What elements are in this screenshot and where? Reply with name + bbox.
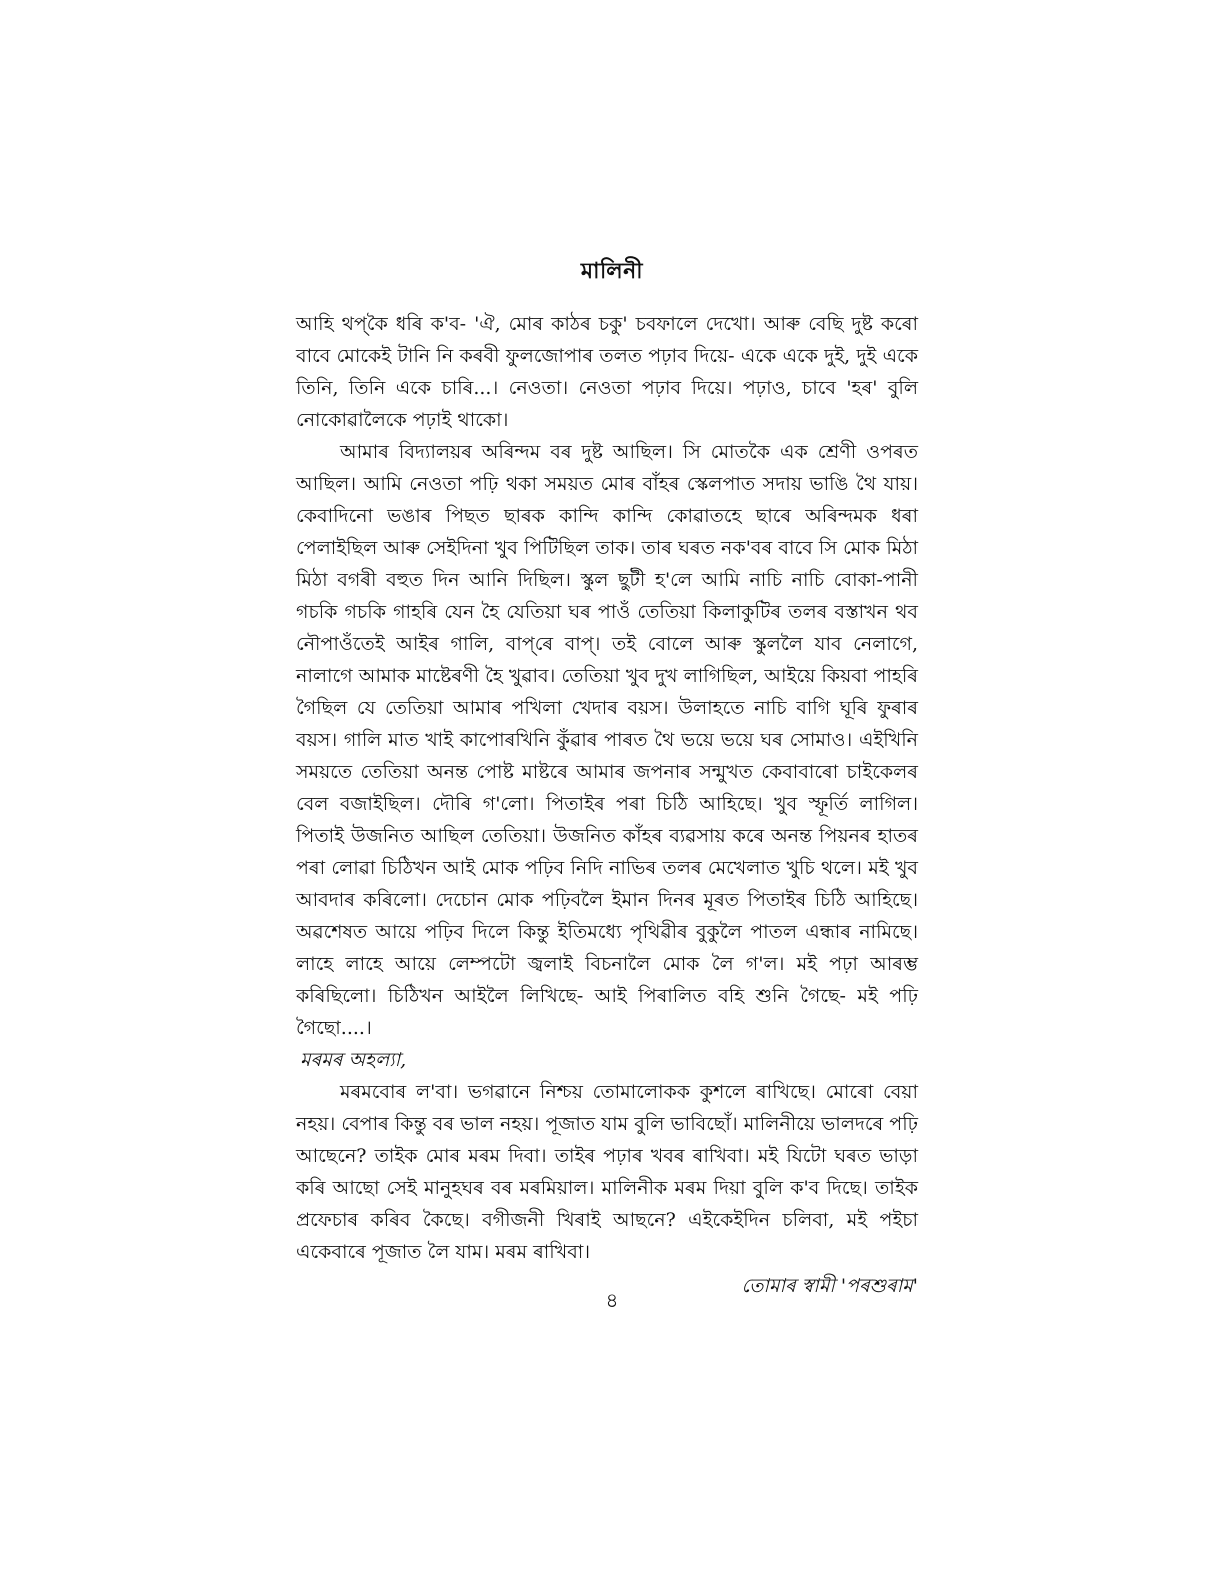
letter-salutation: মৰমৰ অহল্যা, (300, 1049, 407, 1071)
page-number: ৪ (605, 1288, 619, 1312)
paragraph-1: আহি থপ্‌কৈ ধৰি ক'ব- 'ঐ, মোৰ কাঠৰ চকু' চবফালে দেখো। আৰু বেছি দুষ্ট কৰো বাবে মোকেই টানি নি কৰবী ফুলজোপাৰ তলত পঢ়াব দিয়ে- একে একে দুই, দুই একে তিনি, তিনি একে চাৰি...। নেওতা। নেওতা পঢ়াব দিয়ে। পঢ়াও, চাবে 'হৰ' বুলি নোকোৱালৈকে পঢ়াই থাকো। (296, 313, 918, 431)
letter-body: মৰমবোৰ ল'বা। ভগৱানে নিশ্চয় তোমালোকক কুশলে ৰাখিছে। মোৰো বেয়া নহয়। বেপাৰ কিন্তু বৰ ভাল নহয়। পূজাত যাম বুলি ভাবিছোঁ। মালিনীয়ে ভালদৰে পঢ়ি আছেনে? তাইক মোৰ মৰম দিবা। তাইৰ পঢ়াৰ খবৰ ৰাখিবা। মই যিটো ঘৰত ভাড়া কৰি আছো সেই মানুহঘৰ বৰ মৰমিয়াল। মালিনীক মৰম দিয়া বুলি ক'ব দিছে। তাইক প্ৰফেচাৰ কৰিব কৈছে। বগীজনী খিৰাই আছনে? এইকেইদিন চলিবা, মই পইচা একেবাৰে পূজাত লৈ যাম। মৰম ৰাখিবা। (296, 1081, 918, 1263)
page-title: মালিনী (580, 258, 644, 284)
letter-signature: তোমাৰ স্বামী 'পৰশুৰাম' (741, 1275, 918, 1297)
paragraph-2: আমাৰ বিদ্যালয়ৰ অৰিন্দম বৰ দুষ্ট আছিল। সি মোতকৈ এক শ্ৰেণী ওপৰত আছিল। আমি নেওতা পঢ়ি থকা সময়ত মোৰ বাঁহৰ স্কেলপাত সদায় ভাঙি থৈ যায়। কেবাদিনো ভঙাৰ পিছত ছাৰক কান্দি কান্দি কোৱাতহে ছাৰে অৰিন্দমক ধৰা পেলাইছিল আৰু সেইদিনা খুব পিটিছিল তাক। তাৰ ঘৰত নক'বৰ বাবে সি মোক মিঠা মিঠা বগৰী বহুত দিন আনি দিছিল। স্কুল ছুটী হ'লে আমি নাচি নাচি বোকা-পানী গচকি গচকি গাহৰি যেন হৈ যেতিয়া ঘৰ পাওঁ তেতিয়া কিলাকুটিৰ তলৰ বস্তাখন থব নৌপাওঁতেই আইৰ গালি, বাপ্‌ৰে বাপ্‌। তই বোলে আৰু স্কুললৈ যাব নেলাগে, নালাগে আমাক মাষ্টেৰণী হৈ খুৱাব। তেতিয়া খুব দুখ লাগিছিল, আইয়ে কিয়বা পাহৰি গৈছিল যে তেতিয়া আমাৰ পখিলা খেদাৰ বয়স। উলাহতে নাচি বাগি ঘূৰি ফুৰাৰ বয়স। গালি মাত খাই কাপোৰখিনি কুঁৱাৰ পাৰত থৈ ভয়ে ভয়ে ঘৰ সোমাও। এইখিনি সময়তে তেতিয়া অনন্ত পোষ্ট মাষ্টৰে আমাৰ জপনাৰ সন্মুখত কেবাবাৰো চাইকেলৰ বেল বজাইছিল। দৌৰি গ'লো। পিতাইৰ পৰা চিঠি আহিছে। খুব স্ফূৰ্তি লাগিল। পিতাই উজনিত আছিল তেতিয়া। উজনিত কাঁহৰ ব্যৱসায় কৰে অনন্ত পিয়নৰ হাতৰ পৰা লোৱা চিঠিখন আই মোক পঢ়িব নিদি নাভিৰ তলৰ মেখেলাত খুচি থলে। মই খুব আবদাৰ কৰিলো। দেচোন মোক পঢ়িবলৈ ইমান দিনৰ মূৰত পিতাইৰ চিঠি আহিছে। অৱশেষত আয়ে পঢ়িব দিলে কিন্তু ইতিমধ্যে পৃথিৱীৰ বুকুলৈ পাতল এন্ধাৰ নামিছে। লাহে লাহে আয়ে লেম্পটো জ্বলাই বিচনালৈ মোক লৈ গ'ল। মই পঢ়া আৰম্ভ কৰিছিলো। চিঠিখন আইলৈ লিখিছে- আই পিৰালিত বহি শুনি গৈছে- মই পঢ়ি গৈছো....। (296, 441, 918, 1039)
body-text (296, 308, 918, 1302)
